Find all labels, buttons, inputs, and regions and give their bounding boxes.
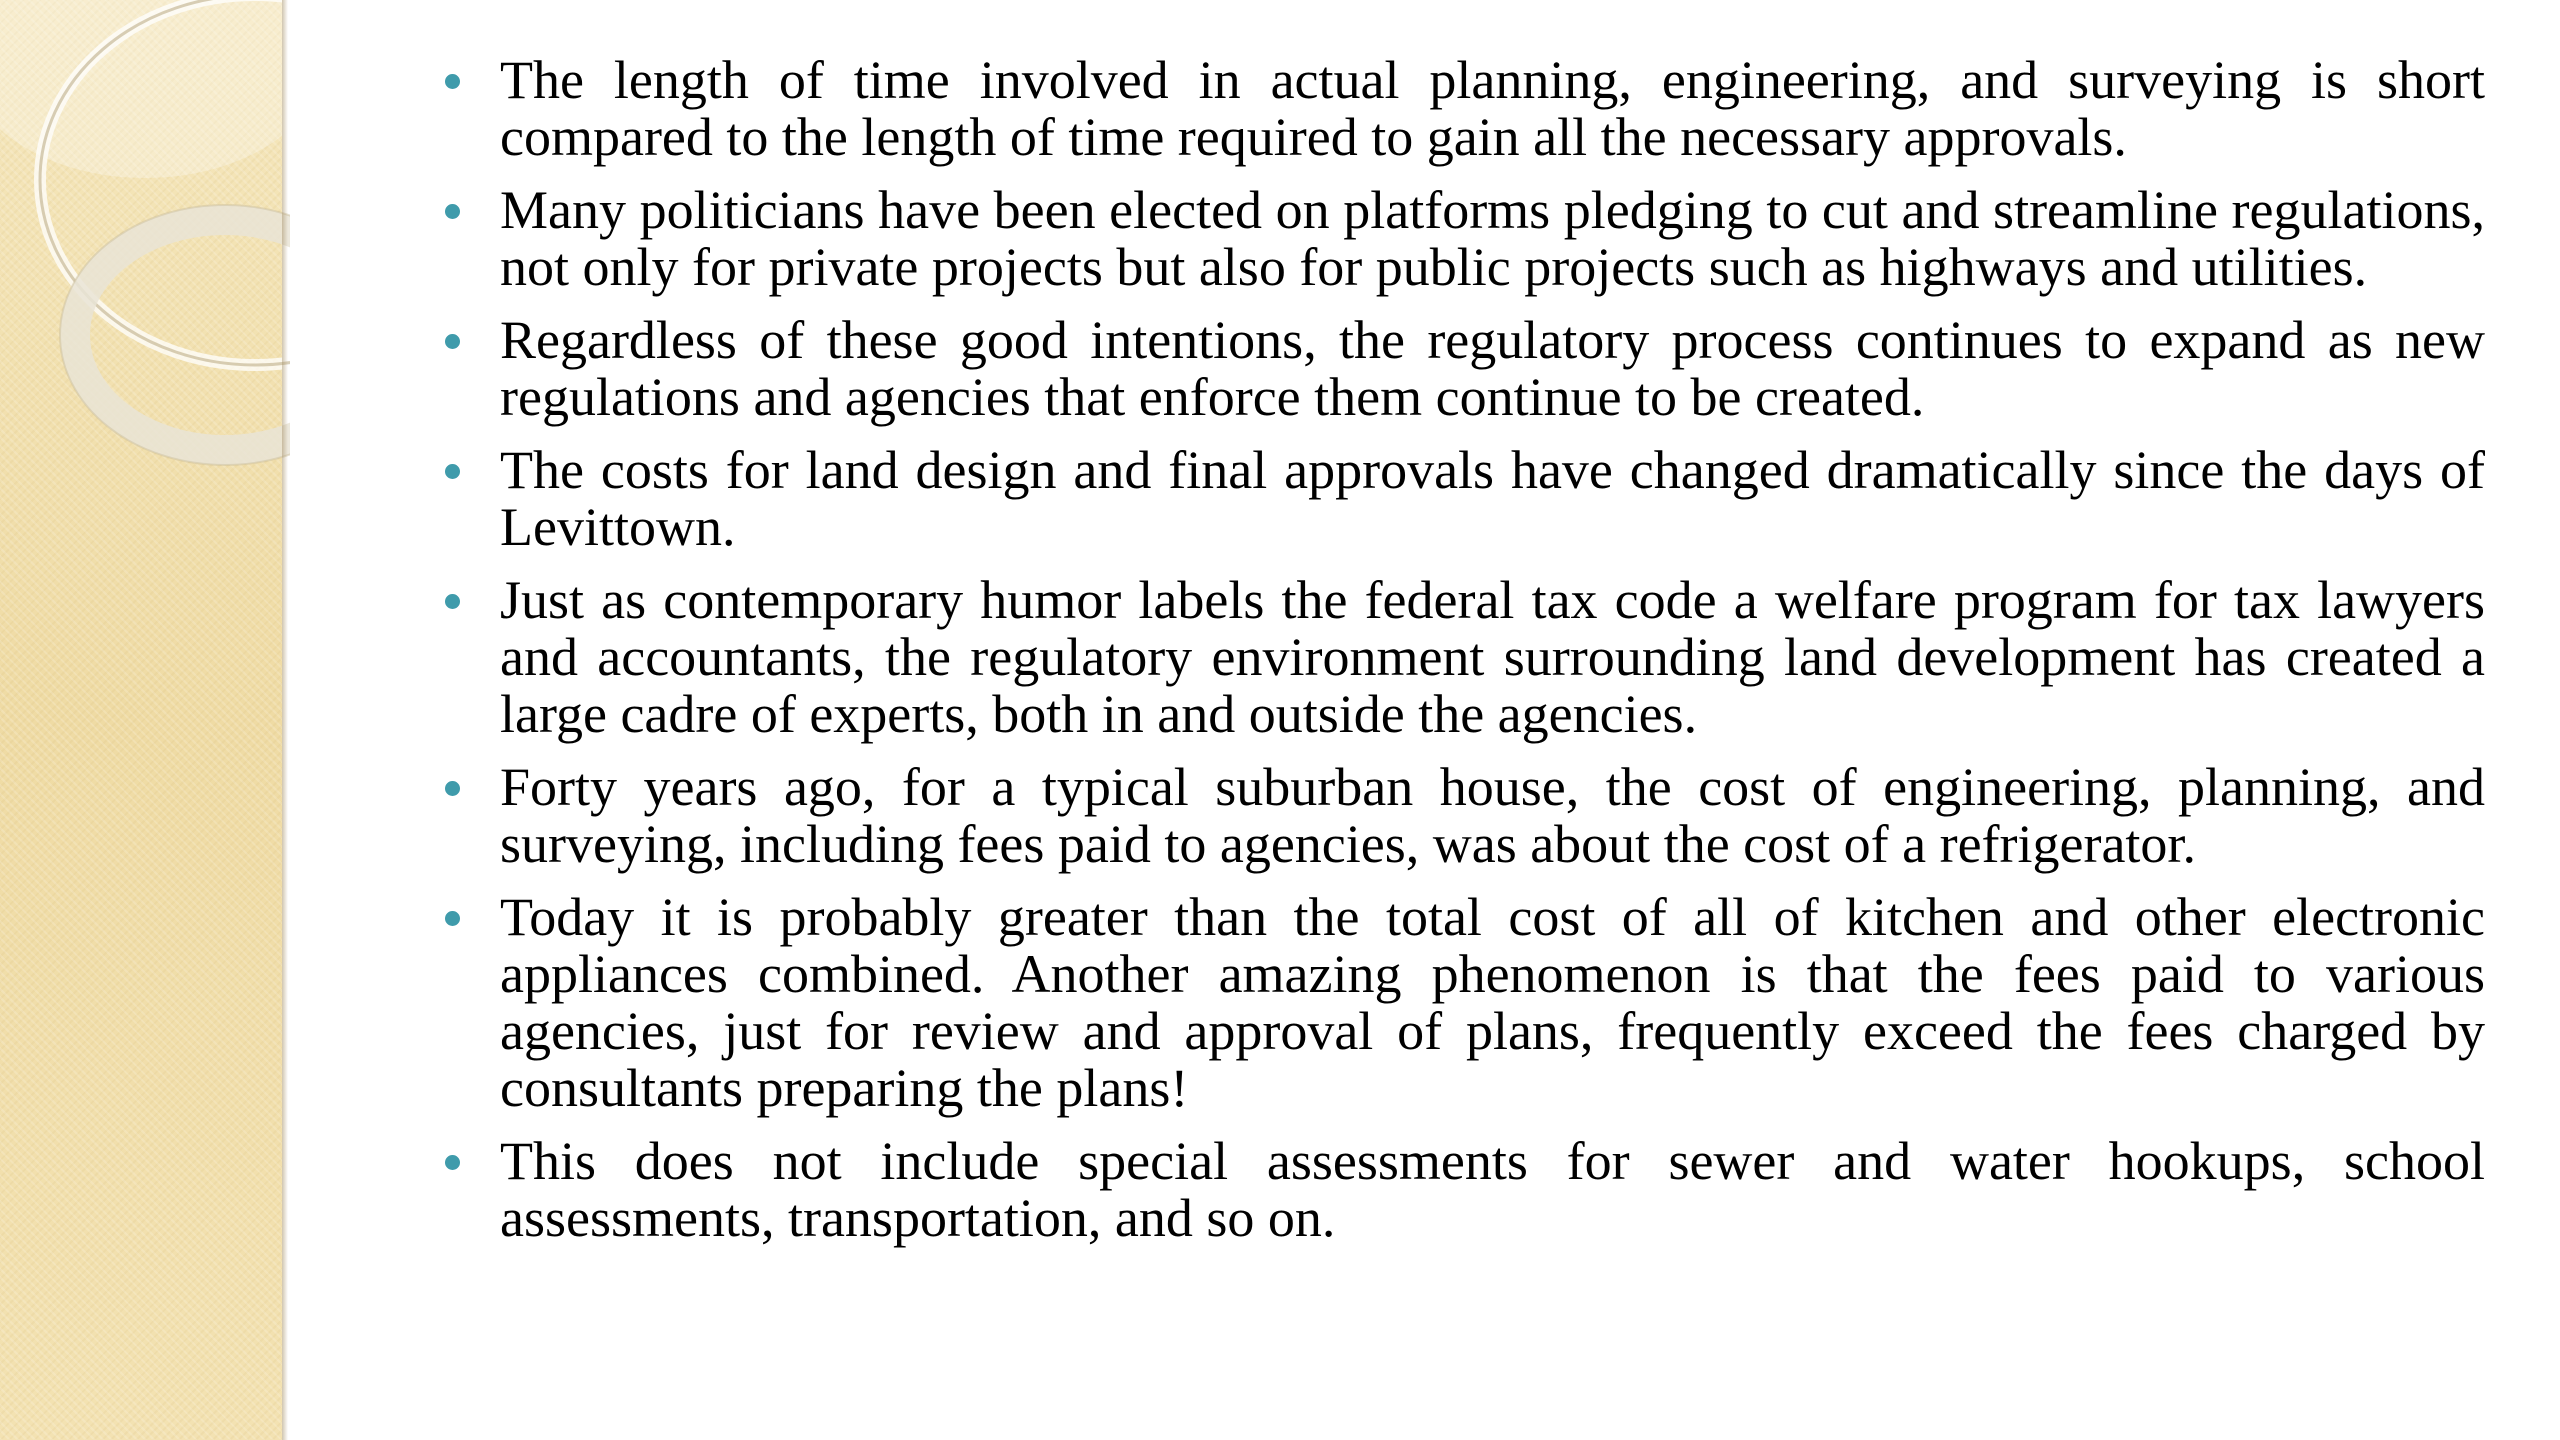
sidebar-shadow-edge	[282, 0, 288, 1440]
decorative-sidebar	[0, 0, 282, 1440]
bullet-dot-icon	[445, 204, 460, 219]
bullet-dot-icon	[445, 1155, 460, 1170]
bullet-dot-icon	[445, 74, 460, 89]
bullet-item	[440, 182, 2485, 296]
bullet-dot-icon	[445, 781, 460, 796]
bullet-item	[440, 52, 2485, 166]
bullet-list	[440, 52, 2485, 1247]
bullet-item	[440, 759, 2485, 873]
bullet-dot-icon	[445, 334, 460, 349]
bullet-dot-icon	[445, 464, 460, 479]
slide-body	[440, 52, 2485, 1263]
bullet-text: The length of time involved in actual planning, engineering, and surveying is short compared to the length of time required to gain all the necessary approvals.	[500, 50, 2485, 167]
bullet-text: Regardless of these good intentions, the regulatory process continues to expand as new regulations and agencies that enforce them continue to be created.	[500, 310, 2485, 427]
bullet-item	[440, 312, 2485, 426]
bullet-text: This does not include special assessments for sewer and water hookups, school assessments, transportation, and so on.	[500, 1131, 2485, 1248]
bullet-item	[440, 442, 2485, 556]
bullet-item	[440, 1133, 2485, 1247]
bullet-text: Just as contemporary humor labels the federal tax code a welfare program for tax lawyers and accountants, the regulatory environment surrounding land development has created a large cadre of experts, both in and outside the agencies.	[500, 570, 2485, 744]
bullet-item	[440, 889, 2485, 1117]
bullet-text: Today it is probably greater than the total cost of all of kitchen and other electronic appliances combined. Another amazing phenomenon is that the fees paid to various agencies, just for review and approval of plans, frequently exceed the fees charged by consultants preparing the plans!	[500, 887, 2485, 1118]
bullet-dot-icon	[445, 594, 460, 609]
bullet-item	[440, 572, 2485, 743]
bullet-text: Many politicians have been elected on platforms pledging to cut and streamline regulations, not only for private projects but also for public projects such as highways and utilities.	[500, 180, 2485, 297]
bullet-text: Forty years ago, for a typical suburban house, the cost of engineering, planning, and surveying, including fees paid to agencies, was about the cost of a refrigerator.	[500, 757, 2485, 874]
bullet-dot-icon	[445, 911, 460, 926]
decorative-rings-graphic	[0, 0, 290, 500]
bullet-text: The costs for land design and final approvals have changed dramatically since the days of Levittown.	[500, 440, 2485, 557]
